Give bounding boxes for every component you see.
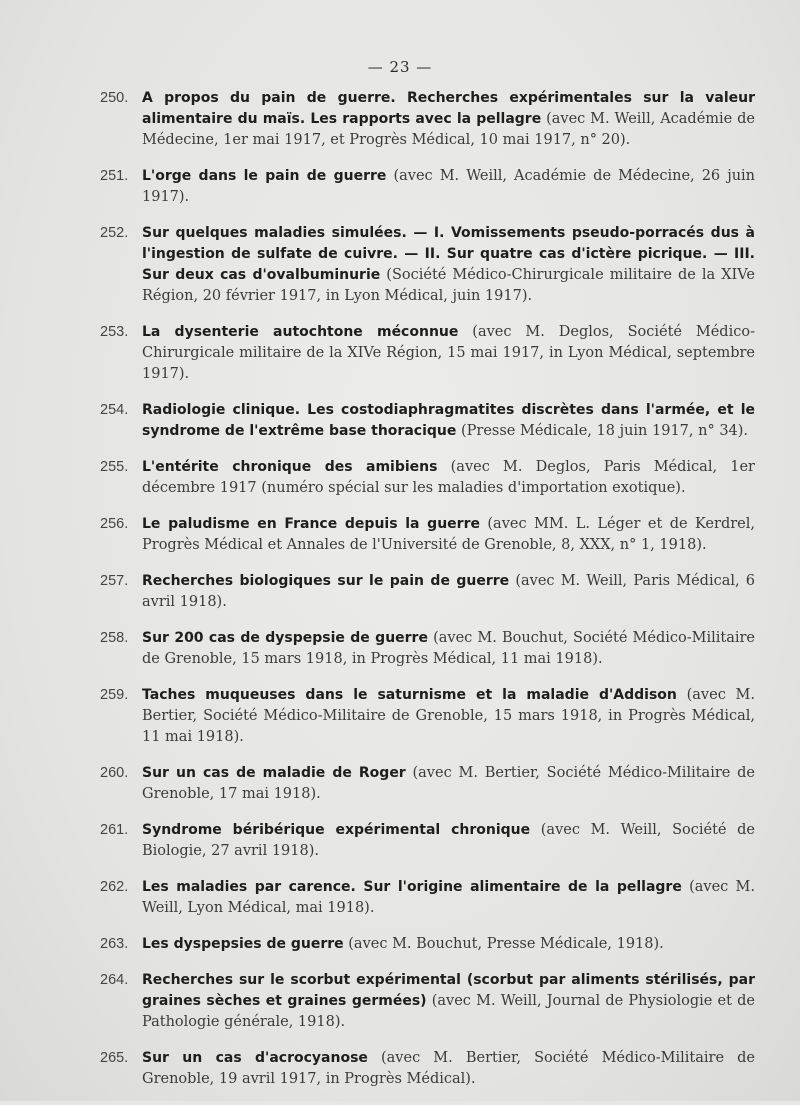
entry-reference: (avec M. Bertier, Société Médico-Militaire de Grenoble, 17 mai 1918).	[142, 765, 755, 802]
bibliography-entry	[100, 400, 755, 442]
bibliography-entry	[100, 1048, 755, 1090]
entry-title: Les dyspepsies de guerre	[142, 936, 344, 952]
entry-number: 257.	[100, 573, 129, 589]
bibliography-entry	[100, 166, 755, 208]
bibliography-entry	[100, 685, 755, 748]
entry-title: Radiologie clinique. Les costodiaphragmatites discrètes dans l'armée, et le syndrome de l'extrême base thoracique	[142, 402, 755, 439]
entry-reference: (avec MM. L. Léger et de Kerdrel, Progrès Médical et Annales de l'Université de Grenoble, 8, XXX, n° 1, 1918).	[142, 516, 755, 553]
entry-number: 253.	[100, 324, 129, 340]
bibliography-entry	[100, 934, 755, 955]
entry-title: Sur un cas de maladie de Roger	[142, 765, 406, 781]
bibliography-entry	[100, 223, 755, 307]
bibliography-list	[100, 88, 755, 1105]
entry-title: L'orge dans le pain de guerre	[142, 168, 387, 184]
entry-number: 263.	[100, 936, 129, 952]
bibliography-entry	[100, 877, 755, 919]
entry-number: 252.	[100, 225, 129, 241]
entry-number: 256.	[100, 516, 129, 532]
entry-number: 251.	[100, 168, 129, 184]
entry-number: 260.	[100, 765, 129, 781]
entry-number: 265.	[100, 1050, 129, 1066]
entry-reference: (avec M. Weill, Académie de Médecine, 1er mai 1917, et Progrès Médical, 10 mai 1917, n° 20).	[142, 111, 756, 148]
entry-reference: (avec M. Weill, Journal de Physiologie et de Pathologie générale, 1918).	[142, 993, 755, 1030]
entry-title: Recherches biologiques sur le pain de guerre	[142, 573, 510, 589]
entry-reference: (avec M. Bouchut, Presse Médicale, 1918).	[343, 936, 664, 952]
entry-title: La dysenterie autochtone méconnue	[142, 324, 459, 340]
entry-reference: (avec M. Bouchut, Société Médico-Militaire de Grenoble, 15 mars 1918, in Progrès Médical, 11 mai 1918).	[142, 630, 756, 667]
bibliography-entry	[100, 514, 755, 556]
entry-title: Le paludisme en France depuis la guerre	[142, 516, 480, 532]
entry-reference: (avec M. Deglos, Société Médico-Chirurgicale militaire de la XIVe Région, 15 mai 1917, in Lyon Médical, septembre 1917).	[142, 324, 755, 382]
entry-number: 261.	[100, 822, 129, 838]
entry-reference: (Société Médico-Chirurgicale militaire de la XIVe Région, 20 février 1917, in Lyon Médical, juin 1917).	[142, 267, 755, 304]
entry-title: Sur quelques maladies simulées. — I. Vomissements pseudo-porracés dus à l'ingestion de sulfate de cuivre. — II. Sur quatre cas d'ictère picrique. — III. Sur deux cas d'ovalbuminurie	[142, 225, 755, 283]
entry-number: 258.	[100, 630, 129, 646]
entry-title: Recherches sur le scorbut expérimental (scorbut par aliments stérilisés, par graines sèches et graines germées)	[142, 972, 755, 1009]
bibliography-entry	[100, 970, 755, 1033]
entry-title: Sur 200 cas de dyspepsie de guerre	[142, 630, 428, 646]
entry-reference: (avec M. Bertier, Société Médico-Militaire de Grenoble, 19 avril 1917, in Progrès Médical).	[142, 1050, 756, 1087]
bibliography-entry	[100, 571, 755, 613]
entry-reference: (avec M. Weill, Paris Médical, 6 avril 1918).	[142, 573, 755, 610]
entry-title: Sur un cas d'acrocyanose	[142, 1050, 368, 1066]
bibliography-entry	[100, 820, 755, 862]
bibliography-entry	[100, 628, 755, 670]
entry-title: Syndrome béribérique expérimental chronique	[142, 822, 531, 838]
entry-number: 255.	[100, 459, 129, 475]
entry-reference: (Presse Médicale, 18 juin 1917, n° 34).	[456, 423, 749, 439]
entry-number: 250.	[100, 90, 129, 106]
entry-number: 264.	[100, 972, 129, 988]
bibliography-entry	[100, 322, 755, 385]
entry-title: A propos du pain de guerre. Recherches expérimentales sur la valeur alimentaire du maïs. Les rapports avec la pellagre	[142, 90, 755, 127]
page-number: — 23 —	[367, 58, 433, 76]
entry-number: 259.	[100, 687, 129, 703]
entry-title: Taches muqueuses dans le saturnisme et la maladie d'Addison	[142, 687, 677, 703]
entry-reference: (avec M. Weill, Académie de Médecine, 26 juin 1917).	[142, 168, 756, 205]
entry-reference: (avec M. Weill, Lyon Médical, mai 1918).	[142, 879, 755, 916]
entry-number: 254.	[100, 402, 129, 418]
entry-reference: (avec M. Bertier, Société Médico-Militaire de Grenoble, 15 mars 1918, in Progrès Médical, 11 mai 1918).	[142, 687, 755, 745]
entry-reference: (avec M. Deglos, Paris Médical, 1er décembre 1917 (numéro spécial sur les maladies d'importation exotique).	[142, 459, 755, 496]
entry-title: Les maladies par carence. Sur l'origine alimentaire de la pellagre	[142, 879, 682, 895]
bibliography-entry	[100, 88, 755, 151]
entry-reference: (avec M. Weill, Société de Biologie, 27 avril 1918).	[142, 822, 755, 859]
bibliography-entry	[100, 763, 755, 805]
entry-title: L'entérite chronique des amibiens	[142, 459, 438, 475]
bibliography-entry	[100, 457, 755, 499]
entry-number: 262.	[100, 879, 129, 895]
